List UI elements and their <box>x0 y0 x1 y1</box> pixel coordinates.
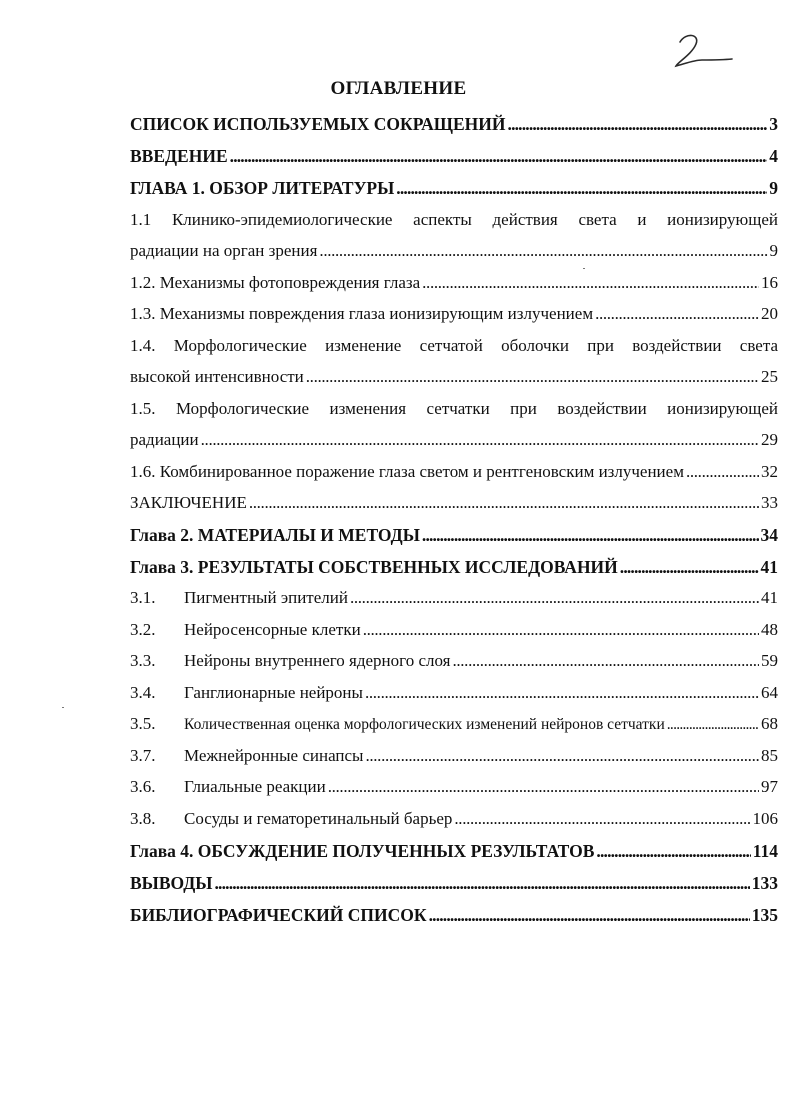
toc-title: ОГЛАВЛЕНИЕ <box>330 78 467 99</box>
toc-entry-label: СПИСОК ИСПОЛЬЗУЕМЫХ СОКРАЩЕНИЙ <box>130 114 506 134</box>
dot-leader <box>306 367 759 387</box>
toc-entry-page: 16 <box>761 273 778 292</box>
toc-entry-page: 97 <box>761 777 778 796</box>
dot-leader <box>350 588 759 608</box>
toc-entry-label: ВЫВОДЫ <box>130 873 213 893</box>
dot-leader <box>422 525 759 545</box>
toc-entry-page: 114 <box>752 841 778 861</box>
toc-entry-label <box>130 620 361 640</box>
toc-entry-text: Нейроны внутреннего ядерного слоя <box>184 651 451 670</box>
toc-entry <box>130 304 778 324</box>
toc-entry-page: 9 <box>769 178 778 198</box>
dot-leader <box>363 620 759 640</box>
toc-entry-page: 3 <box>769 114 778 134</box>
toc-entry-label: Глава 2. МАТЕРИАЛЫ И МЕТОДЫ <box>130 525 420 545</box>
dot-leader <box>365 746 759 766</box>
toc-entry-number: 3.1. <box>130 588 156 607</box>
toc-entry <box>130 620 778 640</box>
toc-entry-label <box>130 746 363 766</box>
toc-entry-page: 106 <box>752 809 778 828</box>
toc-entry-first-line: 1.1 Клинико-эпидемиологические аспекты действия света и ионизирующей <box>130 210 778 229</box>
toc-entry-label <box>130 651 450 671</box>
dot-leader <box>686 462 759 482</box>
toc-entry-page: 48 <box>761 620 778 639</box>
toc-entry <box>130 683 778 703</box>
toc-entry <box>130 841 778 861</box>
toc-entry <box>130 651 778 671</box>
toc-entry-label <box>130 714 665 735</box>
toc-entry-number: 3.3. <box>130 651 156 670</box>
toc-entry-label: высокой интенсивности <box>130 367 304 386</box>
toc-entry-label: ЗАКЛЮЧЕНИЕ <box>130 493 247 512</box>
toc-entry-first-line: 1.4. Морфологические изменение сетчатой оболочки при воздействии света <box>130 336 778 355</box>
toc-entry-page: 33 <box>761 493 778 512</box>
toc-entry-first-line: 1.5. Морфологические изменения сетчатки при воздействии ионизирующей <box>130 399 778 418</box>
toc-entry-page: 34 <box>760 525 778 545</box>
toc-entry-label: БИБЛИОГРАФИЧЕСКИЙ СПИСОК <box>130 905 427 925</box>
toc-entry-page: 32 <box>761 462 778 481</box>
toc-entry-page: 4 <box>769 146 778 166</box>
toc-entry <box>130 714 778 735</box>
toc-entry-number: 3.4. <box>130 683 156 702</box>
toc-entry <box>130 114 778 134</box>
scan-speck <box>62 707 64 708</box>
toc-entry-number: 3.2. <box>130 620 156 639</box>
toc-entry-number: 3.5. <box>130 714 156 733</box>
dot-leader <box>595 304 759 324</box>
toc-entry <box>130 746 778 766</box>
dot-leader <box>249 493 759 513</box>
toc-entry <box>130 430 778 450</box>
toc-entry <box>130 493 778 513</box>
toc-entry-page: 41 <box>760 557 778 577</box>
toc-entry-page: 133 <box>751 873 778 893</box>
toc-entry-text: Количественная оценка морфологических изменений нейронов сетчатки <box>184 716 665 733</box>
toc-entry-text: Нейросенсорные клетки <box>184 620 361 639</box>
toc-entry-number: 3.8. <box>130 809 156 828</box>
toc-entry-number: 3.6. <box>130 777 156 796</box>
toc-entry-page: 135 <box>751 905 778 925</box>
toc-entry <box>130 273 778 293</box>
dot-leader <box>429 905 750 925</box>
dot-leader <box>230 146 768 166</box>
toc-entry-label: 1.3. Механизмы повреждения глаза ионизирующим излучением <box>130 304 594 323</box>
toc-entry-label <box>130 809 452 829</box>
dot-leader <box>328 777 759 797</box>
handwritten-page-number <box>672 30 742 70</box>
toc-entry-text: Ганглионарные нейроны <box>184 683 363 702</box>
toc-entry-label <box>130 777 326 797</box>
toc-entry-text: Глиальные реакции <box>184 777 326 796</box>
toc-entry <box>130 557 778 577</box>
dot-leader <box>422 273 759 293</box>
toc-entry-page: 59 <box>761 651 778 670</box>
toc-entry-page: 9 <box>769 241 778 260</box>
dot-leader <box>396 178 767 198</box>
toc-entry <box>130 777 778 797</box>
toc-entry-label <box>130 588 348 608</box>
toc-entry <box>130 525 778 545</box>
dot-leader <box>508 114 768 134</box>
toc-entry-label: ГЛАВА 1. ОБЗОР ЛИТЕРАТУРЫ <box>130 178 395 198</box>
toc-entry-page: 85 <box>761 746 778 765</box>
toc-entry-label: 1.2. Механизмы фотоповреждения глаза <box>130 273 421 292</box>
toc-entry-label: Глава 4. ОБСУЖДЕНИЕ ПОЛУЧЕННЫХ РЕЗУЛЬТАТОВ <box>130 841 595 861</box>
toc-entry <box>130 809 778 829</box>
dot-leader <box>620 557 759 577</box>
toc-entry-page: 29 <box>761 430 778 449</box>
toc-entry-number: 3.7. <box>130 746 156 765</box>
toc-entry-label: Глава 3. РЕЗУЛЬТАТЫ СОБСТВЕННЫХ ИССЛЕДОВАНИЙ <box>130 557 618 577</box>
toc-entry-page: 68 <box>761 714 778 733</box>
toc-entry-label: радиации <box>130 430 199 449</box>
toc-entry <box>130 146 778 166</box>
toc-entry-text: Межнейронные синапсы <box>184 746 364 765</box>
dot-leader <box>365 683 759 703</box>
toc-entry <box>130 178 778 198</box>
toc-entry <box>130 873 778 893</box>
dot-leader <box>215 873 750 893</box>
toc-entry-page: 25 <box>761 367 778 386</box>
dot-leader <box>201 430 759 450</box>
toc-entry-page: 41 <box>761 588 778 607</box>
toc-entry-label: 1.6. Комбинированное поражение глаза светом и рентгеновским излучением <box>130 462 684 481</box>
toc-entry-page: 64 <box>761 683 778 702</box>
toc-entry <box>130 588 778 608</box>
dot-leader <box>452 651 759 671</box>
toc-entry-text: Пигментный эпителий <box>184 588 348 607</box>
dot-leader <box>596 841 750 861</box>
scan-speck <box>583 268 585 269</box>
toc-entry <box>130 367 778 387</box>
toc-entry-label <box>130 683 363 703</box>
dot-leader <box>454 809 750 829</box>
toc-entry <box>130 462 778 482</box>
toc-entry-label: ВВЕДЕНИЕ <box>130 146 228 166</box>
dot-leader <box>667 715 759 735</box>
toc-entry-label: радиации на орган зрения <box>130 241 318 260</box>
toc-entry-text: Сосуды и гематоретинальный барьер <box>184 809 453 828</box>
toc-entry <box>130 905 778 925</box>
toc-entry <box>130 241 778 261</box>
toc-entry-page: 20 <box>761 304 778 323</box>
dot-leader <box>319 241 767 261</box>
